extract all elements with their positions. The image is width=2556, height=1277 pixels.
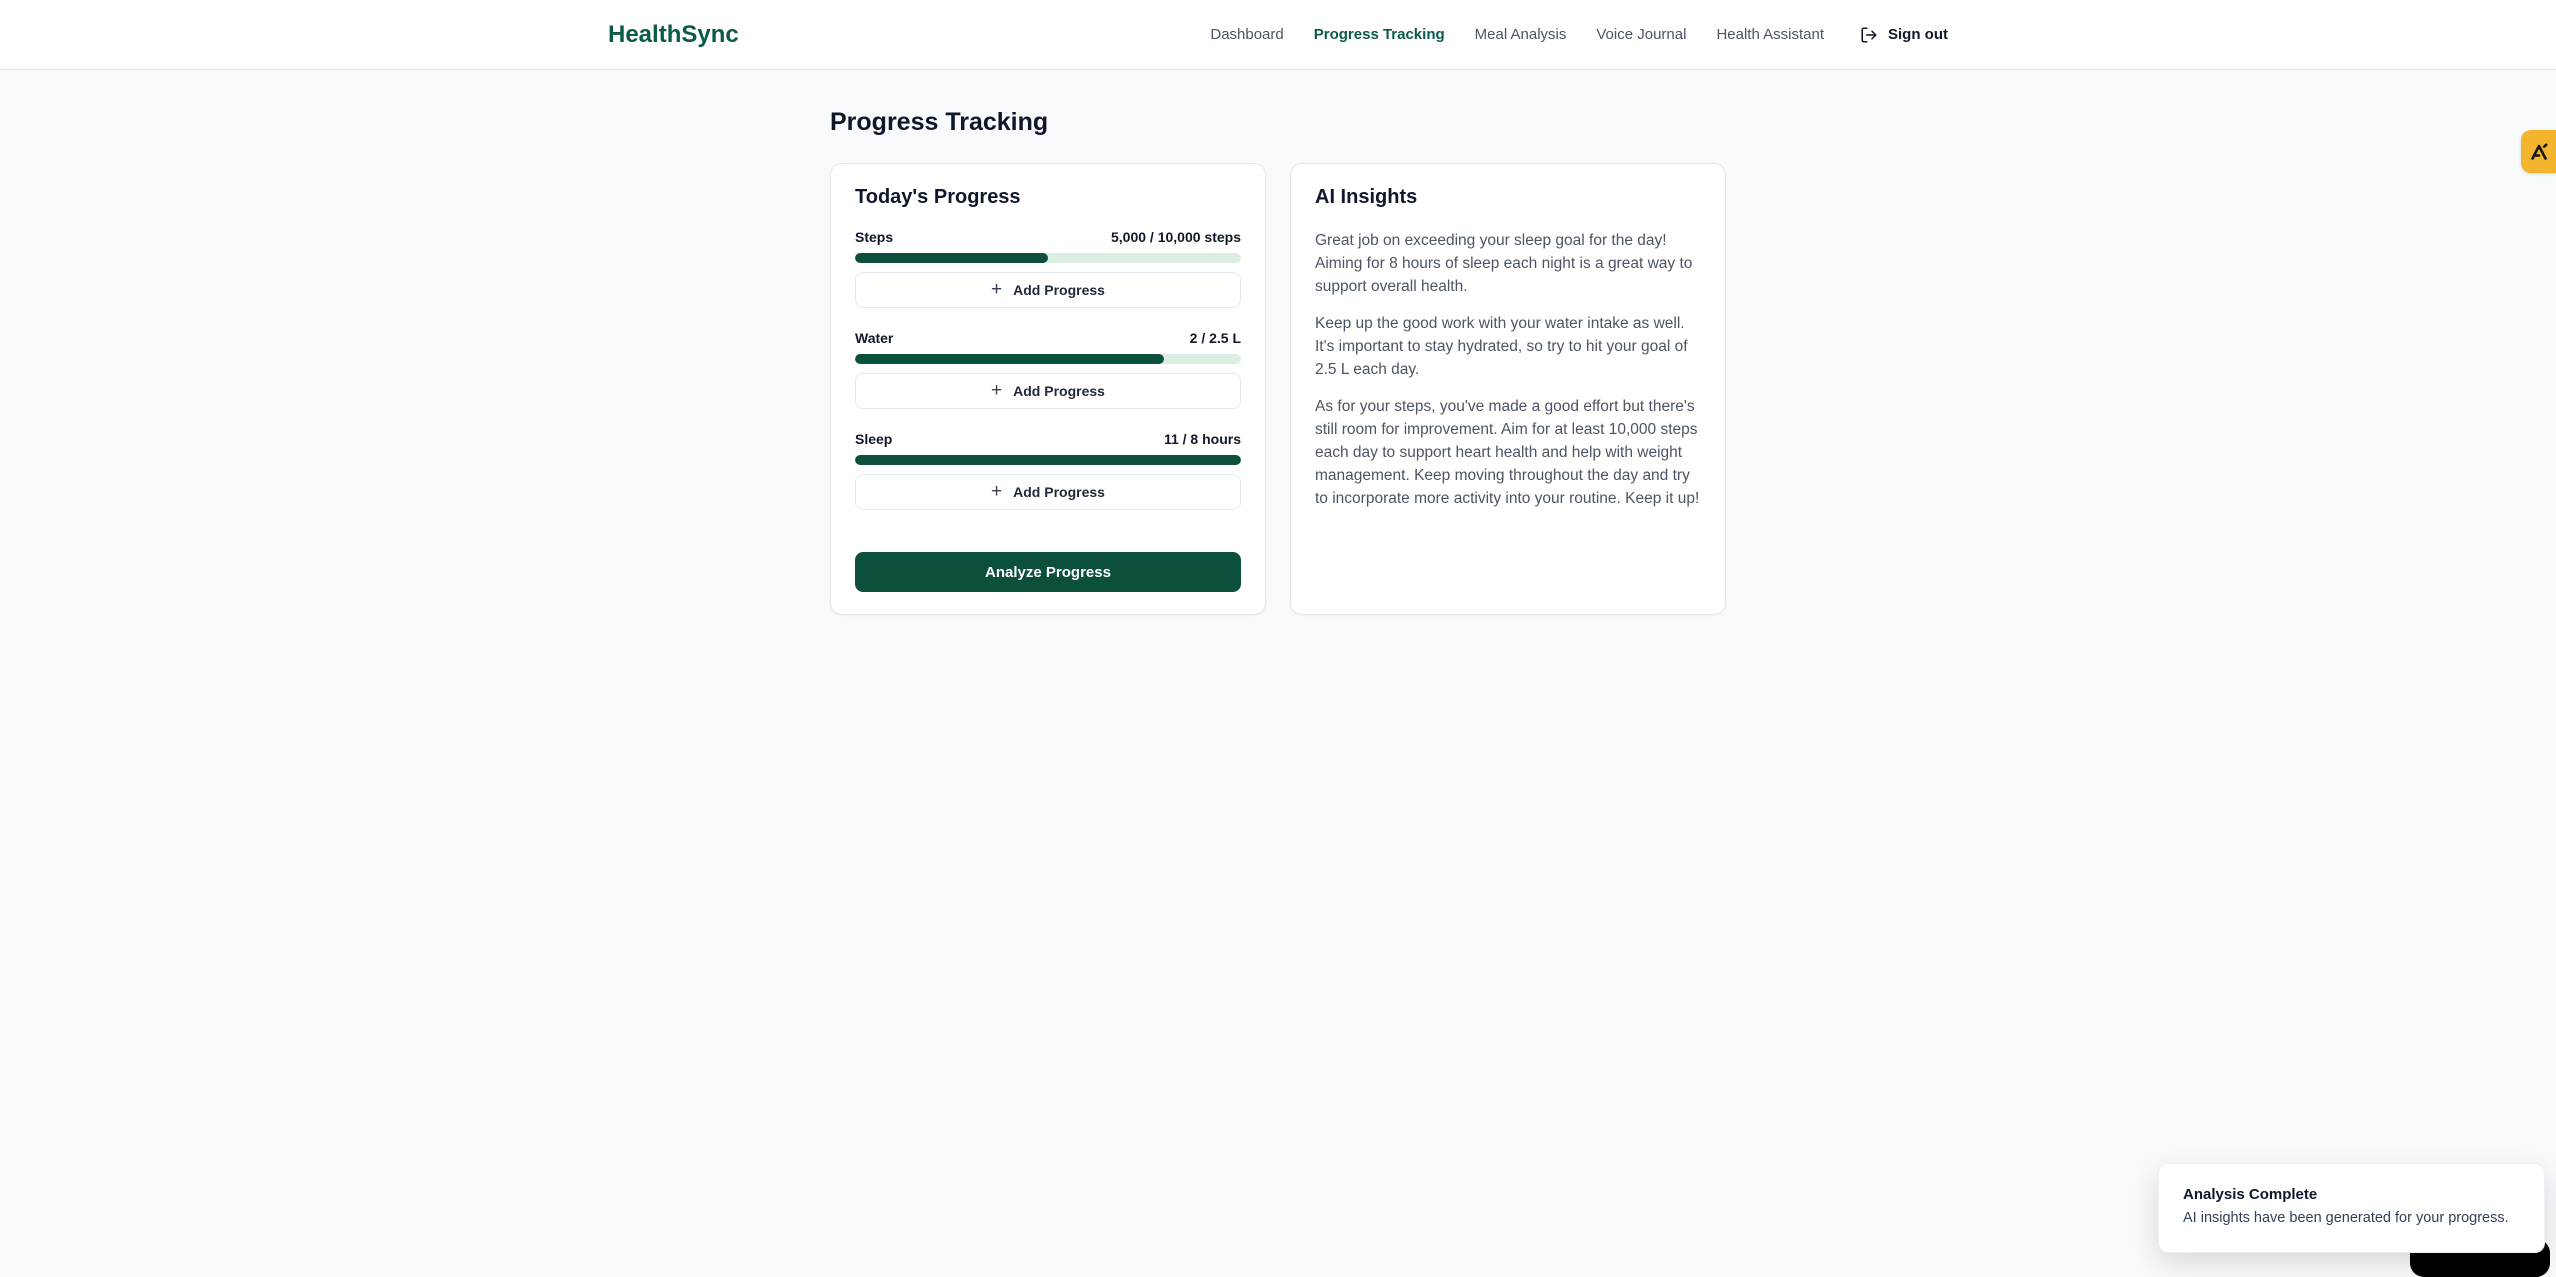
todays-progress-card — [830, 163, 1266, 615]
toast-notification — [2158, 1163, 2545, 1253]
header-container — [608, 21, 1948, 49]
nav-item-meal-analysis[interactable]: Meal Analysis — [1474, 26, 1567, 43]
metric-sleep — [855, 431, 1241, 510]
metric-sleep-value: 11 / 8 hours — [1163, 431, 1241, 447]
metric-steps-label: Steps — [855, 229, 894, 245]
logout-icon — [1860, 26, 1878, 44]
nav-item-health-assistant[interactable]: Health Assistant — [1716, 26, 1824, 43]
toast-title: Analysis Complete — [2183, 1186, 2318, 1203]
plus-icon: + — [991, 278, 1003, 300]
metric-water-label: Water — [855, 330, 894, 346]
ai-insights-title: AI Insights — [1315, 186, 1418, 208]
main-content — [0, 70, 2556, 615]
insight-paragraph-sleep: Great job on exceeding your sleep goal for the day! Aiming for 8 hours of sleep each night is a great way to support overall health. — [1315, 232, 1693, 295]
nav-item-dashboard[interactable]: Dashboard — [1210, 26, 1284, 43]
page-title: Progress Tracking — [830, 108, 1049, 136]
nav-item-progress-tracking[interactable]: Progress Tracking — [1313, 26, 1445, 43]
brand-a-icon — [2529, 142, 2549, 162]
toast-message: AI insights have been generated for your progress. — [2183, 1210, 2509, 1226]
water-progress-bar — [855, 354, 1241, 364]
add-progress-sleep-button[interactable]: + Add Progress — [855, 474, 1241, 510]
sleep-progress-bar — [855, 455, 1241, 465]
analyze-progress-button[interactable]: Analyze Progress — [855, 552, 1241, 592]
sign-out-button[interactable] — [1860, 26, 1948, 44]
side-widget-tab[interactable] — [2521, 130, 2556, 173]
plus-icon: + — [991, 379, 1003, 401]
metric-water — [855, 330, 1241, 409]
add-progress-water-button[interactable]: + Add Progress — [855, 373, 1241, 409]
metric-sleep-label: Sleep — [855, 431, 893, 447]
nav-item-voice-journal[interactable]: Voice Journal — [1596, 26, 1687, 43]
app-header — [0, 0, 2556, 70]
sign-out-label: Sign out — [1888, 26, 1948, 43]
plus-icon: + — [991, 480, 1003, 502]
ai-insights-card — [1290, 163, 1726, 615]
metric-steps-value: 5,000 / 10,000 steps — [1111, 229, 1241, 245]
metric-water-value: 2 / 2.5 L — [1189, 330, 1241, 346]
top-nav — [1210, 26, 1948, 44]
steps-progress-bar — [855, 253, 1241, 263]
todays-progress-title: Today's Progress — [855, 186, 1021, 208]
app-logo[interactable]: HealthSync — [608, 20, 739, 48]
insight-paragraph-water: Keep up the good work with your water intake as well. It's important to stay hydrated, so try to hit your goal of 2.5 L each day. — [1315, 315, 1688, 378]
metric-steps — [855, 229, 1241, 308]
add-progress-steps-button[interactable]: + Add Progress — [855, 272, 1241, 308]
insight-paragraph-steps: As for your steps, you've made a good effort but there's still room for improvement. Aim for at least 10,000 steps each day to support heart health and help with weight management. Keep moving throughout the day and try to incorporate more activity into your routine. Keep it up! — [1315, 398, 1700, 507]
